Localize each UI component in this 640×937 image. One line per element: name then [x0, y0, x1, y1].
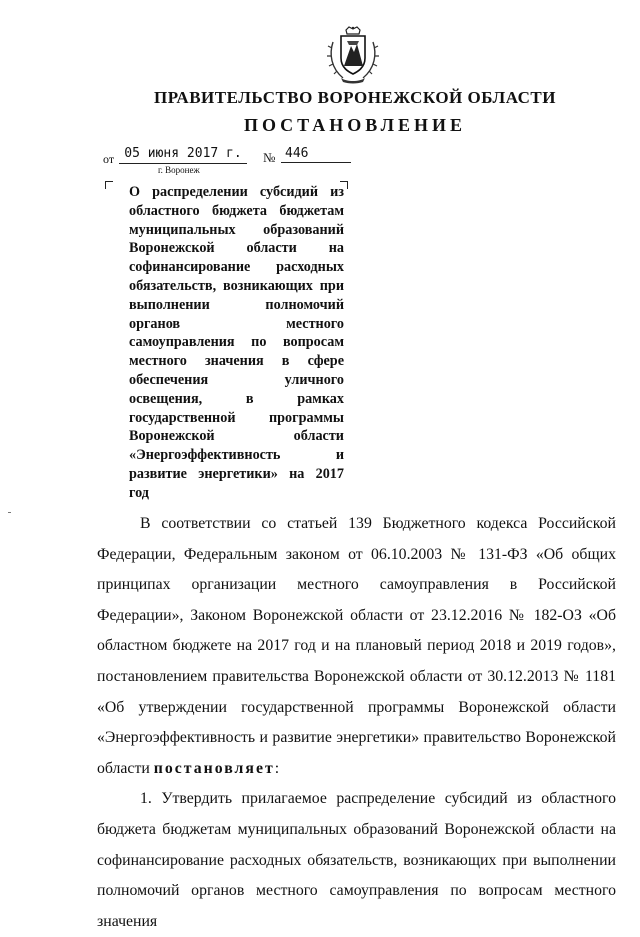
document-body	[97, 509, 616, 937]
number-label: №	[263, 150, 276, 165]
item-1-paragraph: 1. Утвердить прилагаемое распределение субсидий из областного бюджета бюджетам муниципальных образований Воронежской области на софинансирование расходных обязательств, возникающих при выполнении полномочий органов местного самоуправления по вопросам местного значения	[97, 790, 616, 930]
document-type: ПОСТАНОВЛЕНИЕ	[243, 115, 467, 135]
preamble-paragraph	[97, 509, 616, 784]
city-label: г. Воронеж	[158, 165, 200, 175]
document-number: 446	[281, 146, 351, 163]
margin-mark	[8, 512, 11, 513]
decree-word: постановляет	[153, 759, 275, 777]
preamble-text: В соответствии со статьей 139 Бюджетного кодекса Российской Федерации, Федеральным законом от 06.10.2003 № 131-ФЗ «Об общих принципах организации местного самоуправления в Российской Федерации», Законом Воронежской области от 23.12.2016 № 182-ОЗ «Об областном бюджете на 2017 год и на плановый период 2018 и 2019 годов», постановлением правительства Воронежской области от 30.12.2013 № 1181 «Об утверждении государственной программы Воронежской области «Энергоэффективность и развитие энергетики» правительство Воронежской области	[97, 515, 616, 777]
decree-colon: :	[274, 759, 280, 777]
subject-corner-left	[105, 181, 113, 189]
document-date: 05 июня 2017 г.	[119, 146, 247, 164]
from-label: от	[103, 152, 115, 166]
document-subject: О распределении субсидий из областного бюджета бюджетам муниципальных образований Воронежской области на софинансирование расходных обязательств, возникающих при выполнении полномочий органов местного самоуправления по вопросам местного значения в сфере обеспечения уличного освещения, в рамках государственной программы Воронежской области «Энергоэффективность и развитие энергетики» на 2017 год	[129, 184, 344, 501]
coat-of-arms-icon	[327, 26, 379, 84]
government-title: ПРАВИТЕЛЬСТВО ВОРОНЕЖСКОЙ ОБЛАСТИ	[153, 88, 556, 107]
